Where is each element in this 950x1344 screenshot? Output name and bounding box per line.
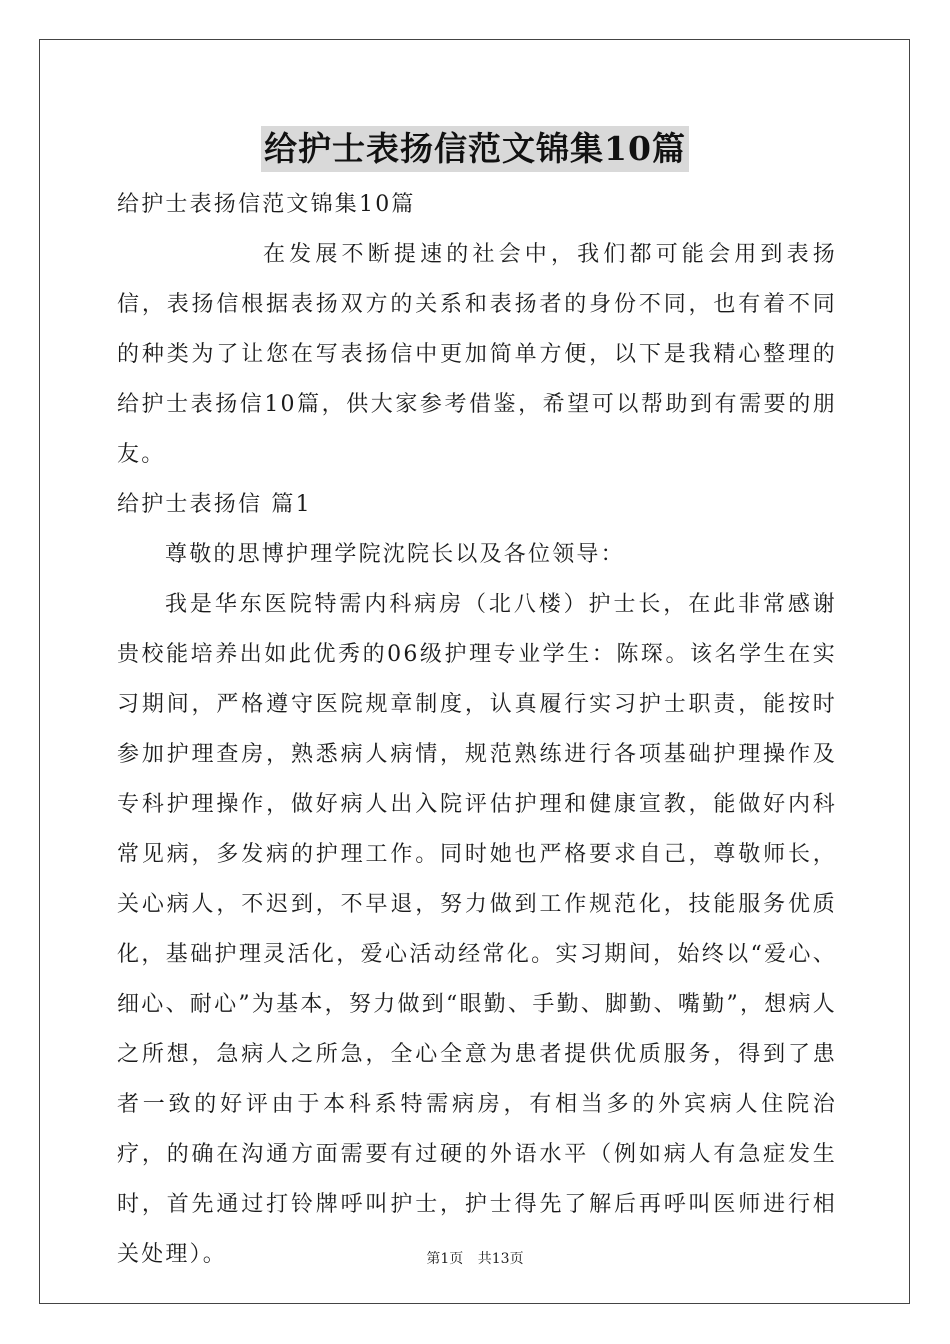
title-container xyxy=(0,126,950,172)
page-footer xyxy=(0,1248,950,1268)
intro-paragraph: 在发展不断提速的社会中，我们都可能会用到表扬信，表扬信根据表扬双方的关系和表扬者的身份不同，也有着不同的种类为了让您在写表扬信中更加简单方便，以下是我精心整理的给护士表扬信10篇，供大家参考借鉴，希望可以帮助到有需要的朋友。 xyxy=(117,242,837,467)
document-subtitle: 给护士表扬信范文锦集10篇 xyxy=(117,192,416,217)
document-body xyxy=(117,180,837,1280)
document-title: 给护士表扬信范文锦集10篇 xyxy=(261,126,689,172)
page-number: 第1页 xyxy=(426,1251,464,1267)
body-paragraph: 我是华东医院特需内科病房（北八楼）护士长，在此非常感谢贵校能培养出如此优秀的06级护理专业学生：陈琛。该名学生在实习期间，严格遵守医院规章制度，认真履行实习护士职责，能按时参加护理查房，熟悉病人病情，规范熟练进行各项基础护理操作及专科护理操作，做好病人出入院评估护理和健康宣教，能做好内科常见病，多发病的护理工作。同时她也严格要求自己，尊敬师长，关心病人，不迟到，不早退，努力做到工作规范化，技能服务优质化，基础护理灵活化，爱心活动经常化。实习期间，始终以“爱心、细心、耐心”为基本，努力做到“眼勤、手勤、脚勤、嘴勤”，想病人之所想，急病人之所急，全心全意为患者提供优质服务，得到了患者一致的好评由于本科系特需病房，有相当多的外宾病人住院治疗，的确在沟通方面需要有过硬的外语水平（例如病人有急症发生时，首先通过打铃牌呼叫护士，护士得先了解后再呼叫医师进行相关处理）。 xyxy=(117,592,837,1267)
salutation: 尊敬的思博护理学院沈院长以及各位领导： xyxy=(165,542,625,567)
section-heading: 给护士表扬信 篇1 xyxy=(117,492,312,517)
page-total: 共13页 xyxy=(477,1251,524,1267)
